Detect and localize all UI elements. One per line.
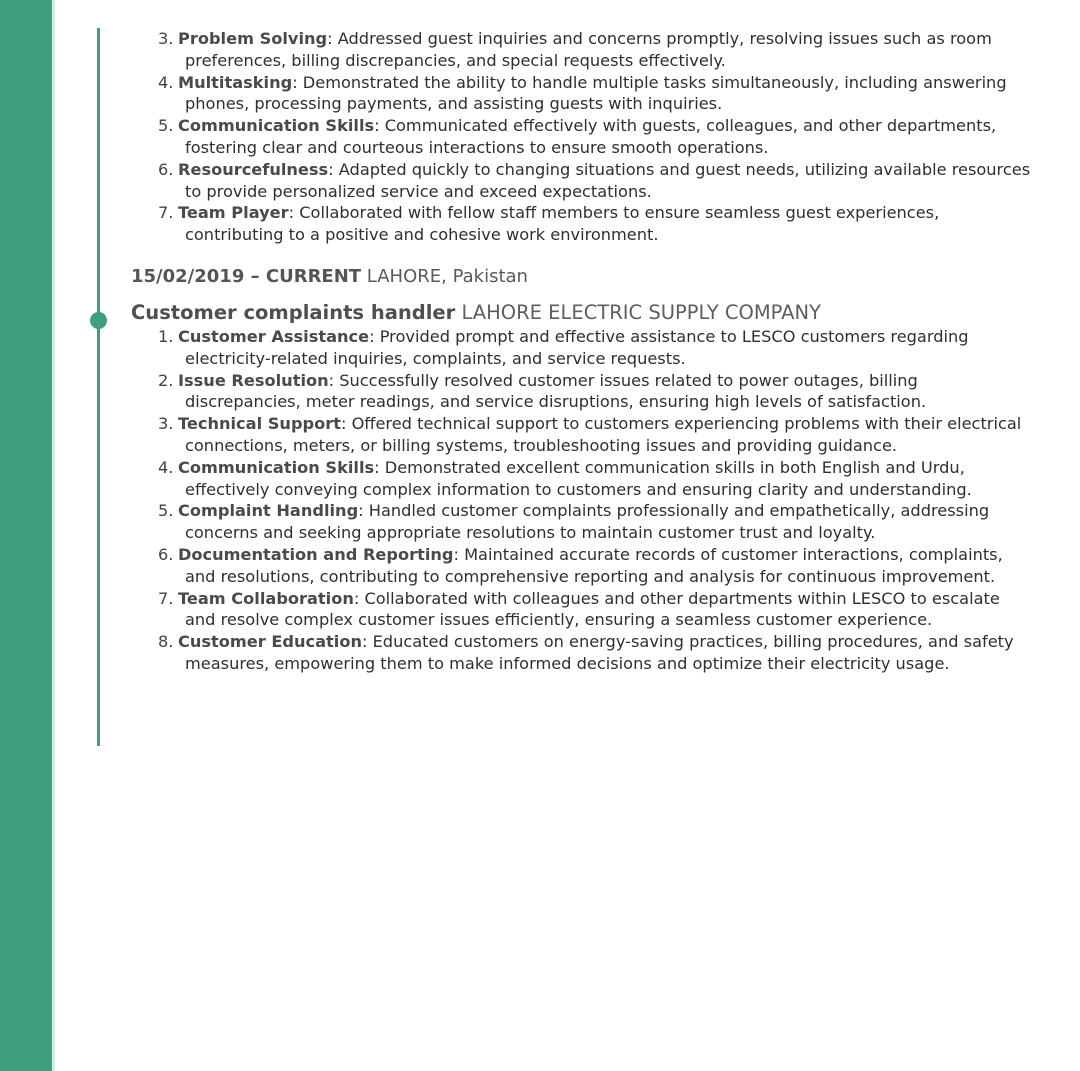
list-item: 3. Technical Support: Offered technical support to customers experiencing problems with their electrical connections, meters, or billing systems, troubleshooting issues and providing guidance. (158, 414, 1022, 455)
duty-text: : Maintained accurate records of customer interactions, complaints, and resolutions, contributing to comprehensive reporting and analysis for continuous improvement. (185, 544, 1003, 586)
duty-label: Complaint Handling (178, 501, 359, 521)
timeline-line (97, 28, 100, 746)
duty-text: : Handled customer complaints professionally and empathetically, addressing concerns and seeking appropriate resolutions to maintain customer trust and loyalty. (185, 501, 990, 543)
list-item: 1. Customer Assistance: Provided prompt and effective assistance to LESCO customers regarding electricity-related inquiries, complaints, and service requests. (158, 326, 969, 368)
duty-text: : Demonstrated excellent communication skills in both English and Urdu, effectively conveying complex information to customers and ensuring clarity and understanding. (185, 457, 972, 499)
list-item: 8. Customer Education: Educated customers on energy-saving practices, billing procedures, and safety measures, empowering them to make informed decisions and optimize their electricity usage. (158, 632, 1014, 673)
duty-label: Technical Support (178, 414, 341, 434)
job-date-location (131, 265, 1031, 289)
timeline-dot-icon (90, 312, 107, 329)
duty-text: : Provided prompt and effective assistance to LESCO customers regarding electricity-related inquiries, complaints, and service requests. (185, 326, 969, 368)
list-item: 6. Resourcefulness: Adapted quickly to changing situations and guest needs, utilizing available resources to provide personalized service and exceed expectations. (158, 159, 1031, 201)
list-item: 5. Communication Skills: Communicated effectively with guests, colleagues, and other departments, fostering clear and courteous interactions to ensure smooth operations. (158, 116, 997, 157)
resume-content (131, 28, 1031, 675)
previous-job-duties-list (131, 28, 1031, 246)
list-item: 4. Multitasking: Demonstrated the ability to handle multiple tasks simultaneously, including answering phones, processing payments, and assisting guests with inquiries. (158, 72, 1007, 114)
duty-text: : Collaborated with colleagues and other departments within LESCO to escalate and resolve complex customer issues efficiently, ensuring a seamless customer experience. (185, 588, 1000, 630)
duty-label: Documentation and Reporting (178, 544, 454, 564)
job-heading (131, 300, 1031, 326)
duty-label: Customer Assistance (178, 326, 370, 346)
duty-text: : Demonstrated the ability to handle multiple tasks simultaneously, including answering phones, processing payments, and assisting guests with inquiries. (185, 72, 1007, 114)
duty-text: : Offered technical support to customers experiencing problems with their electrical connections, meters, or billing systems, troubleshooting issues and providing guidance. (185, 414, 1022, 455)
duty-label: Resourcefulness (178, 159, 329, 179)
current-job-duties-list (131, 326, 1031, 675)
job-title: Customer complaints handler (131, 300, 456, 324)
duty-label: Team Collaboration (178, 588, 354, 608)
duty-label: Communication Skills (178, 116, 375, 136)
duty-label: Team Player (178, 203, 289, 223)
duty-label: Multitasking (178, 72, 293, 92)
duty-label: Problem Solving (178, 29, 328, 48)
list-item: 7. Team Collaboration: Collaborated with colleagues and other departments within LESCO to escalate and resolve complex customer issues efficiently, ensuring a seamless customer experience. (158, 588, 1000, 630)
list-item: 3. Problem Solving: Addressed guest inquiries and concerns promptly, resolving issues such as room preferences, billing discrepancies, and special requests effectively. (158, 29, 992, 70)
duty-text: : Collaborated with fellow staff members to ensure seamless guest experiences, contributing to a positive and cohesive work environment. (185, 203, 940, 245)
job-dates: 15/02/2019 – CURRENT (131, 265, 362, 287)
list-item: 4. Communication Skills: Demonstrated excellent communication skills in both English and Urdu, effectively conveying complex information to customers and ensuring clarity and understanding. (158, 457, 972, 499)
duty-label: Issue Resolution (178, 370, 329, 390)
duty-label: Communication Skills (178, 457, 375, 477)
duty-text: : Communicated effectively with guests, colleagues, and other departments, fostering clear and courteous interactions to ensure smooth operations. (185, 116, 997, 157)
job-employer: LAHORE ELECTRIC SUPPLY COMPANY (461, 300, 822, 324)
duty-label: Customer Education (178, 632, 362, 652)
side-accent-band (0, 0, 55, 1071)
list-item: 2. Issue Resolution: Successfully resolved customer issues related to power outages, billing discrepancies, meter readings, and service disruptions, ensuring high levels of satisfaction. (158, 370, 927, 412)
list-item: 7. Team Player: Collaborated with fellow staff members to ensure seamless guest experiences, contributing to a positive and cohesive work environment. (158, 203, 940, 245)
duty-text: : Adapted quickly to changing situations and guest needs, utilizing available resources to provide personalized service and exceed expectations. (185, 159, 1031, 201)
duty-text: : Educated customers on energy-saving practices, billing procedures, and safety measures, empowering them to make informed decisions and optimize their electricity usage. (185, 632, 1014, 673)
job-location: LAHORE, Pakistan (366, 265, 528, 287)
list-item: 5. Complaint Handling: Handled customer complaints professionally and empathetically, addressing concerns and seeking appropriate resolutions to maintain customer trust and loyalty. (158, 501, 990, 543)
list-item: 6. Documentation and Reporting: Maintained accurate records of customer interactions, complaints, and resolutions, contributing to comprehensive reporting and analysis for continuous improvement. (158, 544, 1003, 586)
duty-text: : Addressed guest inquiries and concerns promptly, resolving issues such as room preferences, billing discrepancies, and special requests effectively. (185, 29, 992, 70)
duty-text: : Successfully resolved customer issues related to power outages, billing discrepancies, meter readings, and service disruptions, ensuring high levels of satisfaction. (185, 370, 927, 412)
